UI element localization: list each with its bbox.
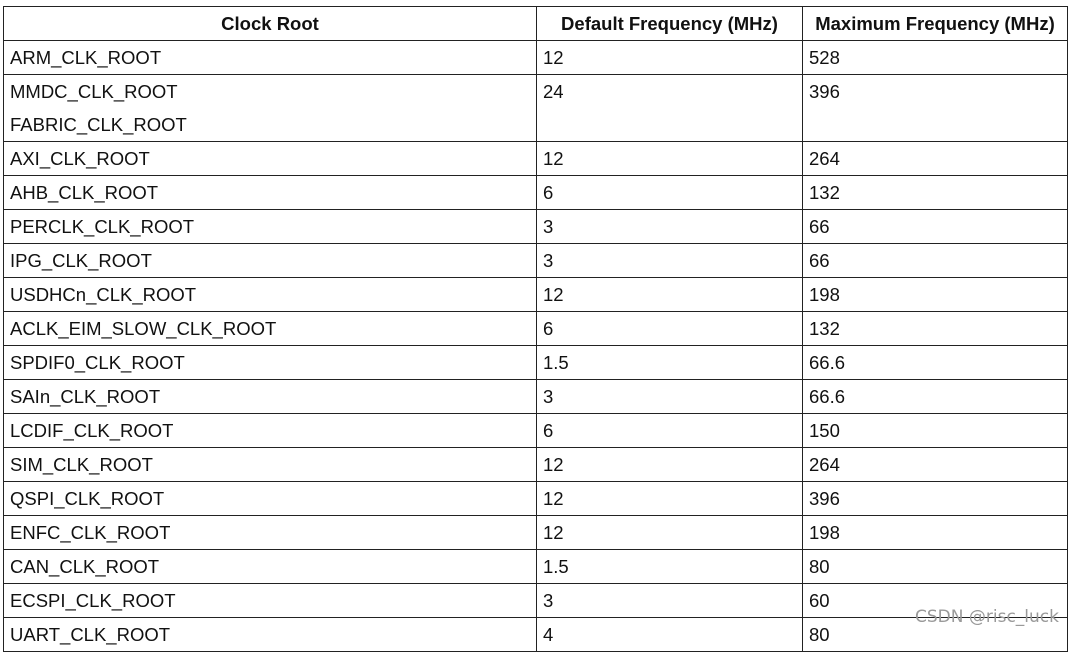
- cell-maximum-frequency: 396: [803, 75, 1068, 142]
- cell-clock-root: [4, 550, 537, 584]
- cell-clock-root: [4, 584, 537, 618]
- cell-clock-root: [4, 278, 537, 312]
- clock-root-name: ARM_CLK_ROOT: [10, 47, 162, 68]
- clock-root-table-container: [3, 6, 1068, 652]
- cell-default-frequency: 3: [537, 584, 803, 618]
- cell-clock-root: [4, 448, 537, 482]
- header-row: [4, 7, 1068, 41]
- clock-root-name: FABRIC_CLK_ROOT: [10, 114, 187, 135]
- cell-default-frequency: 3: [537, 244, 803, 278]
- table-row: [4, 142, 1068, 176]
- cell-maximum-frequency: 80: [803, 550, 1068, 584]
- table-row: [4, 41, 1068, 75]
- header-clock-root: Clock Root: [4, 7, 537, 41]
- table-row: [4, 414, 1068, 448]
- cell-default-frequency: 12: [537, 41, 803, 75]
- table-row: [4, 210, 1068, 244]
- clock-root-table: [3, 6, 1068, 652]
- cell-clock-root: [4, 618, 537, 652]
- cell-clock-root: [4, 516, 537, 550]
- cell-maximum-frequency: 264: [803, 142, 1068, 176]
- cell-maximum-frequency: 396: [803, 482, 1068, 516]
- cell-maximum-frequency: 66: [803, 210, 1068, 244]
- table-row: [4, 550, 1068, 584]
- cell-maximum-frequency: 80: [803, 618, 1068, 652]
- clock-root-name: PERCLK_CLK_ROOT: [10, 216, 195, 237]
- cell-clock-root: [4, 312, 537, 346]
- clock-root-name: AXI_CLK_ROOT: [10, 148, 150, 169]
- table-row: [4, 380, 1068, 414]
- header-maximum-frequency: Maximum Frequency (MHz): [803, 7, 1068, 41]
- cell-maximum-frequency: 264: [803, 448, 1068, 482]
- cell-maximum-frequency: 66.6: [803, 380, 1068, 414]
- table-body: [4, 41, 1068, 652]
- table-row: [4, 618, 1068, 652]
- table-row: [4, 75, 1068, 142]
- clock-root-name: USDHCn_CLK_ROOT: [10, 284, 197, 305]
- watermark: CSDN @risc_luck: [915, 607, 1059, 627]
- table-row: [4, 516, 1068, 550]
- cell-default-frequency: 1.5: [537, 346, 803, 380]
- cell-maximum-frequency: 66.6: [803, 346, 1068, 380]
- cell-default-frequency: 6: [537, 176, 803, 210]
- table-row: [4, 244, 1068, 278]
- cell-default-frequency: 6: [537, 414, 803, 448]
- cell-default-frequency: 4: [537, 618, 803, 652]
- table-header: [4, 7, 1068, 41]
- cell-clock-root: [4, 210, 537, 244]
- clock-root-name: ACLK_EIM_SLOW_CLK_ROOT: [10, 318, 277, 339]
- cell-maximum-frequency: 528: [803, 41, 1068, 75]
- cell-clock-root: [4, 414, 537, 448]
- cell-default-frequency: 3: [537, 380, 803, 414]
- table-row: [4, 482, 1068, 516]
- table-row: [4, 278, 1068, 312]
- cell-maximum-frequency: 66: [803, 244, 1068, 278]
- cell-maximum-frequency: 132: [803, 176, 1068, 210]
- cell-default-frequency: 1.5: [537, 550, 803, 584]
- clock-root-name: ECSPI_CLK_ROOT: [10, 590, 176, 611]
- table-row: [4, 584, 1068, 618]
- clock-root-name: SAIn_CLK_ROOT: [10, 386, 161, 407]
- header-default-frequency: Default Frequency (MHz): [537, 7, 803, 41]
- cell-default-frequency: 12: [537, 482, 803, 516]
- clock-root-name: MMDC_CLK_ROOT: [10, 81, 178, 102]
- clock-root-name: QSPI_CLK_ROOT: [10, 488, 165, 509]
- cell-default-frequency: 12: [537, 142, 803, 176]
- cell-maximum-frequency: 198: [803, 516, 1068, 550]
- cell-default-frequency: 6: [537, 312, 803, 346]
- cell-clock-root: [4, 244, 537, 278]
- cell-clock-root: [4, 41, 537, 75]
- table-row: [4, 448, 1068, 482]
- clock-root-name: SIM_CLK_ROOT: [10, 454, 153, 475]
- cell-default-frequency: 3: [537, 210, 803, 244]
- cell-default-frequency: 12: [537, 448, 803, 482]
- cell-clock-root: [4, 75, 537, 142]
- cell-maximum-frequency: 150: [803, 414, 1068, 448]
- cell-maximum-frequency: 132: [803, 312, 1068, 346]
- clock-root-name: UART_CLK_ROOT: [10, 624, 171, 645]
- cell-default-frequency: 12: [537, 516, 803, 550]
- cell-maximum-frequency: 198: [803, 278, 1068, 312]
- table-row: [4, 346, 1068, 380]
- cell-clock-root: [4, 346, 537, 380]
- cell-maximum-frequency: 60: [803, 584, 1068, 618]
- clock-root-name: AHB_CLK_ROOT: [10, 182, 159, 203]
- table-row: [4, 312, 1068, 346]
- cell-clock-root: [4, 380, 537, 414]
- cell-default-frequency: 12: [537, 278, 803, 312]
- clock-root-name: LCDIF_CLK_ROOT: [10, 420, 174, 441]
- cell-clock-root: [4, 482, 537, 516]
- clock-root-name: SPDIF0_CLK_ROOT: [10, 352, 185, 373]
- table-row: [4, 176, 1068, 210]
- clock-root-name: ENFC_CLK_ROOT: [10, 522, 171, 543]
- cell-clock-root: [4, 176, 537, 210]
- clock-root-name: IPG_CLK_ROOT: [10, 250, 152, 271]
- cell-clock-root: [4, 142, 537, 176]
- cell-default-frequency: 24: [537, 75, 803, 142]
- clock-root-name: CAN_CLK_ROOT: [10, 556, 160, 577]
